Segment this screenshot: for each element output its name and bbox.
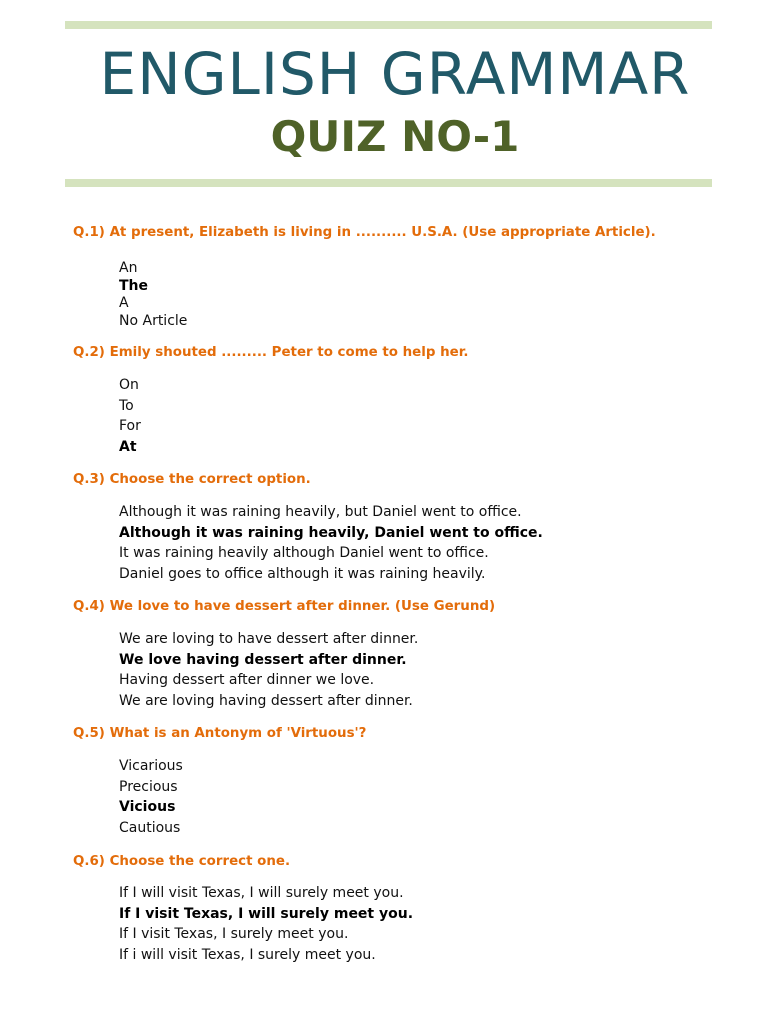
question-1-option-b: The bbox=[119, 277, 149, 294]
question-2: Q.2) Emily shouted ......... Peter to come to help her. bbox=[73, 345, 469, 360]
question-5: Q.5) What is an Antonym of 'Virtuous'? bbox=[73, 726, 367, 741]
question-6-option-c: If I visit Texas, I surely meet you. bbox=[119, 926, 349, 943]
question-4-options bbox=[119, 629, 418, 712]
question-5-option-b: Precious bbox=[119, 778, 178, 795]
question-4-option-c: Having dessert after dinner we love. bbox=[119, 672, 375, 689]
question-4-option-a: We are loving to have dessert after dinner. bbox=[119, 631, 419, 647]
question-3-option-d: Daniel goes to office although it was raining heavily. bbox=[119, 566, 486, 583]
question-5-option-a: Vicarious bbox=[119, 758, 183, 774]
question-3-option-b: Although it was raining heavily, Daniel went to office. bbox=[119, 524, 543, 541]
question-2-option-b: To bbox=[119, 397, 134, 414]
question-6: Q.6) Choose the correct one. bbox=[73, 854, 291, 869]
question-4-option-d: We are loving having dessert after dinner. bbox=[119, 693, 413, 710]
question-6-option-a: If I will visit Texas, I will surely meet you. bbox=[119, 885, 404, 901]
question-2-option-d: At bbox=[119, 439, 137, 456]
question-4: Q.4) We love to have dessert after dinner. (Use Gerund) bbox=[73, 599, 496, 614]
question-5-option-c: Vicious bbox=[119, 799, 176, 816]
question-3-option-a: Although it was raining heavily, but Daniel went to office. bbox=[119, 504, 522, 520]
question-5-option-d: Cautious bbox=[119, 820, 181, 837]
header-top-rule bbox=[65, 21, 712, 29]
question-2-option-a: On bbox=[119, 377, 139, 393]
page-title: ENGLISH GRAMMAR bbox=[99, 40, 691, 108]
question-1-option-c: A bbox=[119, 295, 129, 312]
question-4-option-b: We love having dessert after dinner. bbox=[119, 651, 407, 668]
question-3-option-c: It was raining heavily although Daniel went to office. bbox=[119, 545, 489, 562]
question-1-options bbox=[119, 260, 187, 330]
question-1: Q.1) At present, Elizabeth is living in .......... U.S.A. (Use appropriate Article). bbox=[73, 225, 656, 240]
question-1-option-d: No Article bbox=[119, 312, 188, 329]
question-3-options bbox=[119, 502, 543, 585]
question-6-option-d: If i will visit Texas, I surely meet you. bbox=[119, 947, 376, 964]
question-5-options bbox=[119, 756, 183, 839]
question-2-option-c: For bbox=[119, 418, 141, 435]
question-1-option-a: An bbox=[119, 260, 138, 276]
question-6-option-b: If I visit Texas, I will surely meet you. bbox=[119, 905, 414, 922]
question-6-options bbox=[119, 883, 413, 966]
page-subtitle: QUIZ NO-1 bbox=[270, 112, 520, 161]
question-3: Q.3) Choose the correct option. bbox=[73, 472, 311, 487]
header-bottom-rule bbox=[65, 179, 712, 187]
question-2-options bbox=[119, 375, 141, 458]
